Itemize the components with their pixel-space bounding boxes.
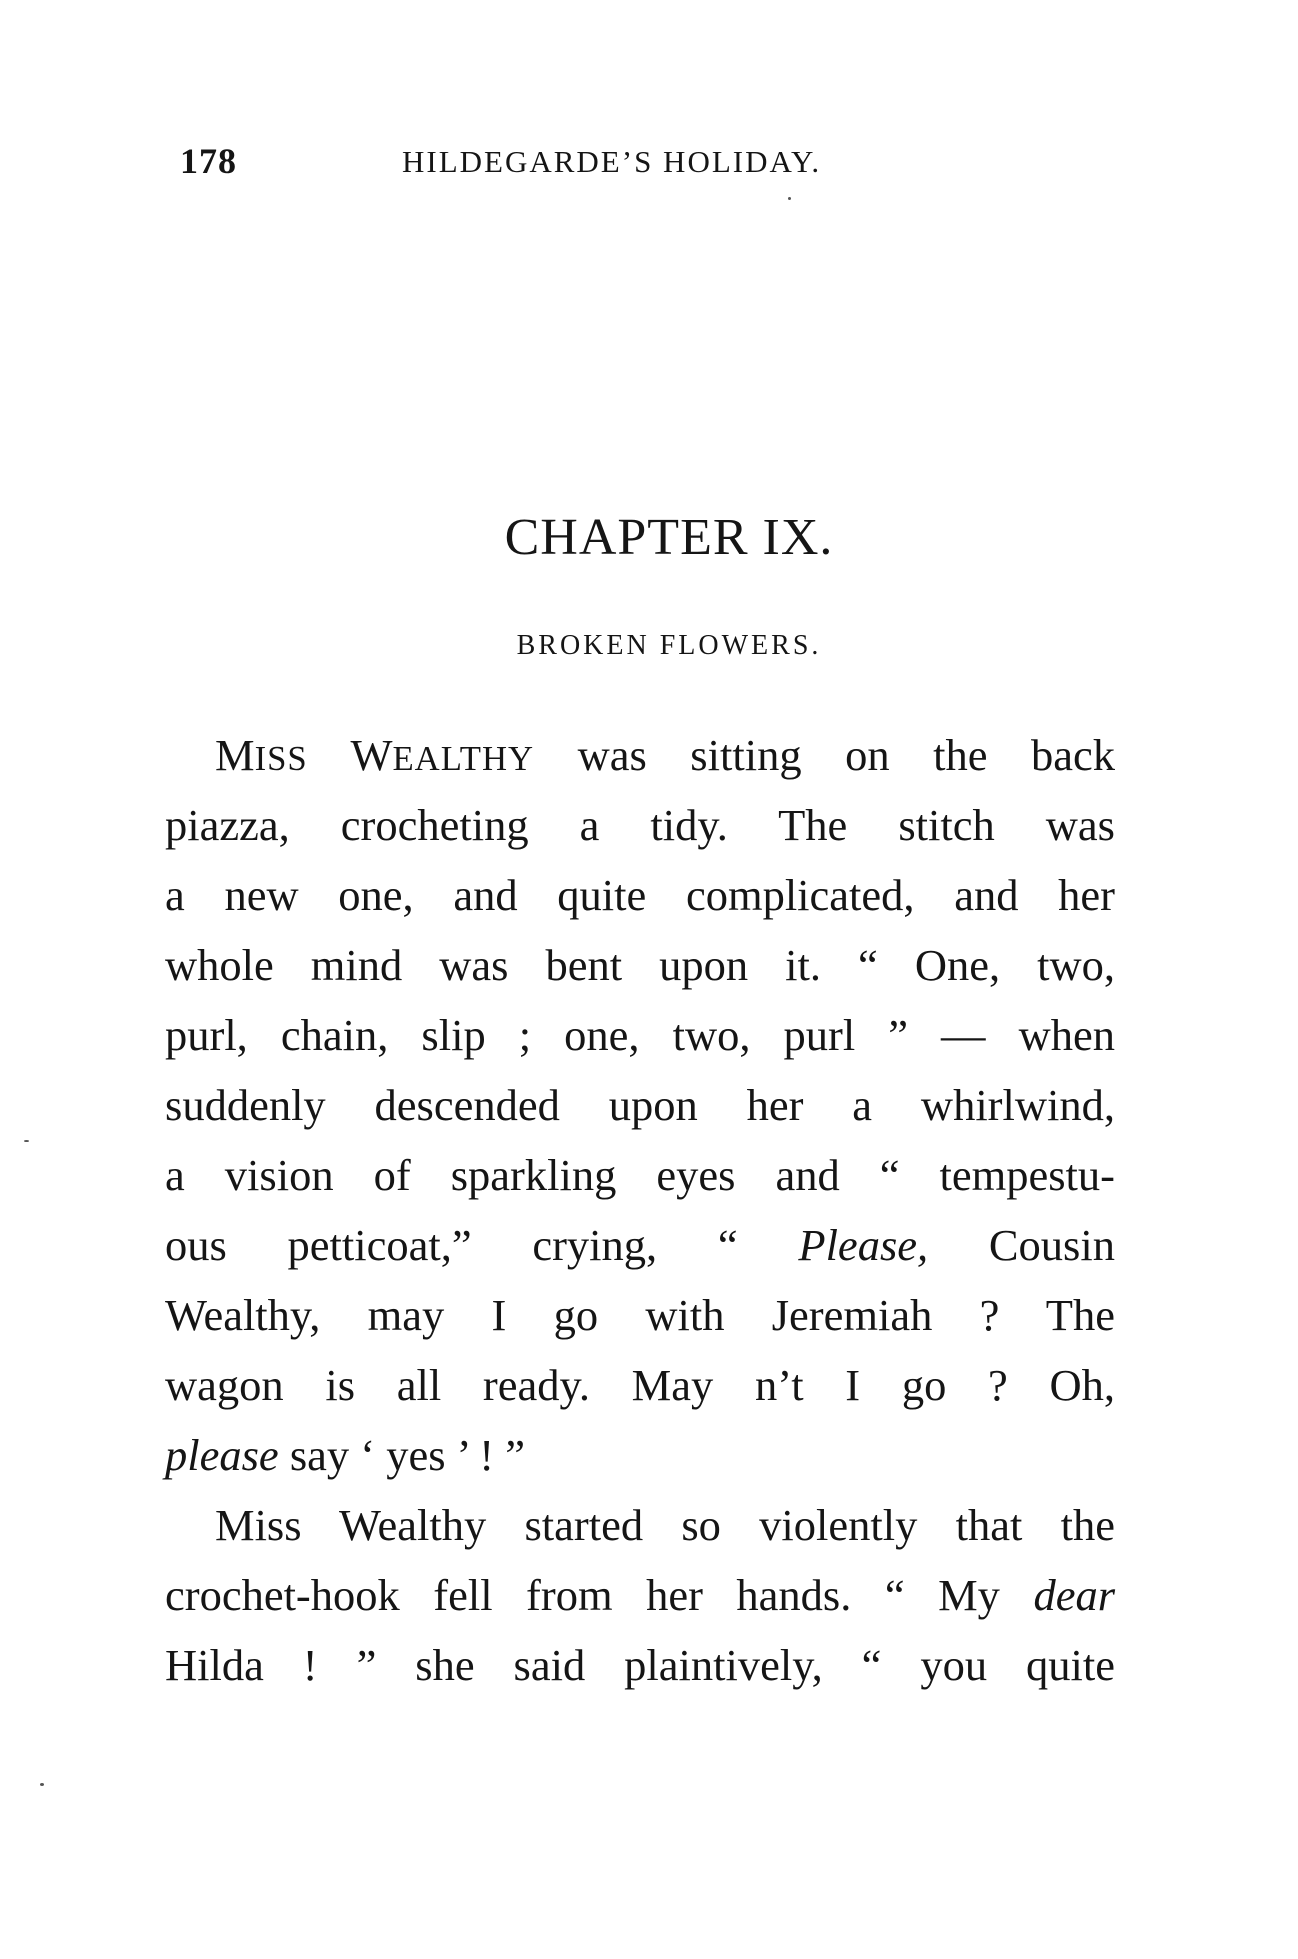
text-line-13	[165, 1560, 1115, 1630]
line-13-italic: dear	[1033, 1570, 1116, 1620]
text-line-10: wagon is all ready. May n’t I go ? Oh,	[165, 1360, 1115, 1410]
running-head	[180, 140, 900, 184]
text-line-7: a vision of sparkling eyes and “ tempestu-	[165, 1150, 1115, 1200]
line-1-rest: was sitting on the back	[577, 730, 1115, 780]
text-line-6: suddenly descended upon her a whirlwind,	[165, 1080, 1115, 1130]
line-11-italic: please	[165, 1430, 279, 1480]
paper-speck	[24, 1140, 29, 1142]
text-line-8	[165, 1210, 1115, 1280]
chapter-title: CHAPTER IX.	[504, 509, 834, 566]
text-line-1	[165, 720, 1115, 790]
paper-speck	[788, 197, 791, 200]
line-8-end: Cousin	[988, 1220, 1115, 1270]
text-line-14: Hilda ! ” she said plaintively, “ you quite	[165, 1640, 1115, 1690]
line-8-italic: Please,	[798, 1220, 929, 1270]
small-caps-wealthy: WEALTHY	[350, 730, 535, 780]
text-line-3: a new one, and quite complicated, and her	[165, 870, 1115, 920]
paper-speck	[40, 1783, 44, 1786]
chapter-subtitle: BROKEN FLOWERS.	[516, 630, 822, 661]
small-caps-miss: MISS	[215, 730, 308, 780]
text-line-2: piazza, crocheting a tidy. The stitch was	[165, 800, 1115, 850]
text-line-11	[165, 1420, 1115, 1490]
text-line-9: Wealthy, may I go with Jeremiah ? The	[165, 1290, 1115, 1340]
line-8-start: ous petticoat,” crying, “	[165, 1220, 738, 1270]
text-line-12: Miss Wealthy started so violently that the	[215, 1500, 1115, 1550]
line-13-start: crochet-hook fell from her hands. “ My	[165, 1570, 1000, 1620]
body-text	[165, 720, 1115, 1700]
page-number: 178	[180, 141, 237, 181]
line-11-rest: say ‘ yes ’ ! ”	[289, 1430, 525, 1480]
text-line-4: whole mind was bent upon it. “ One, two,	[165, 940, 1115, 990]
running-title: HILDEGARDE’S HOLIDAY.	[402, 144, 822, 179]
text-line-5: purl, chain, slip ; one, two, purl ” — when	[165, 1010, 1115, 1060]
